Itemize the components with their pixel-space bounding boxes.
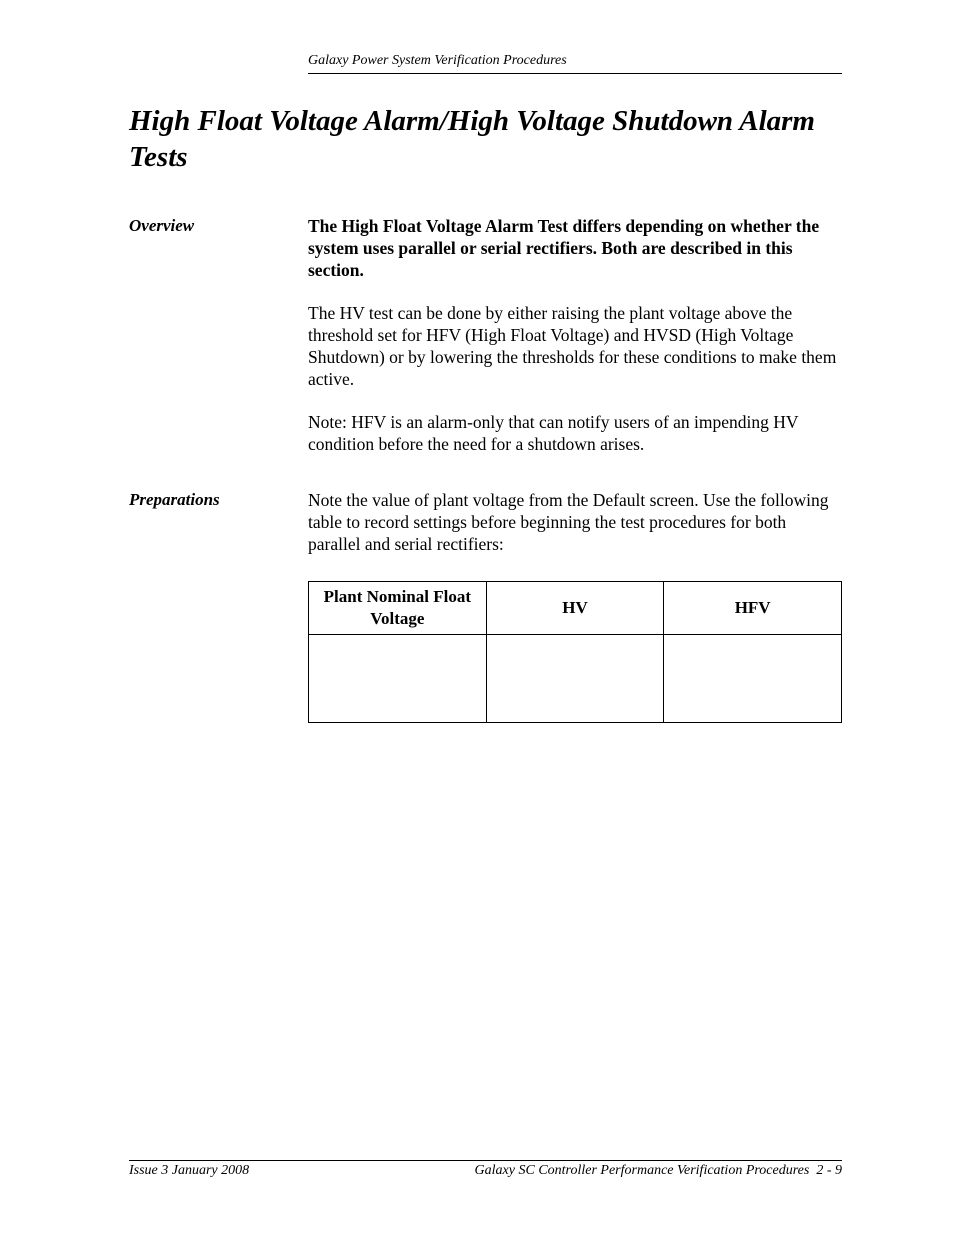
footer-rule — [129, 1160, 842, 1161]
cell-hfv — [664, 635, 842, 723]
preparations-paragraph: Note the value of plant voltage from the Default screen. Use the following table to record settings before beginning the test procedures for both parallel and serial rectifiers: — [308, 490, 829, 554]
overview-note: Note: HFV is an alarm-only that can notify users of an impending HV condition before the need for a shutdown arises. — [308, 412, 799, 454]
settings-table — [308, 581, 842, 723]
page-title: High Float Voltage Alarm/High Voltage Shutdown Alarm Tests — [129, 105, 815, 173]
overview-paragraph-1: The HV test can be done by either raising the plant voltage above the threshold set for HFV (High Float Voltage) and HVSD (High Voltage Shutdown) or by lowering the thresholds for these conditions to make them active. — [308, 303, 837, 389]
overview-label: Overview — [129, 216, 195, 235]
header-rule — [308, 73, 842, 74]
col-header-plant-nominal-float-voltage: Plant Nominal Float Voltage — [309, 582, 487, 635]
cell-plant-nominal-float-voltage — [309, 635, 487, 723]
table-header-row — [309, 582, 842, 635]
footer-doc-title: Galaxy SC Controller Performance Verification Procedures 2 - 9 — [474, 1163, 842, 1178]
running-header: Galaxy Power System Verification Procedures — [308, 53, 567, 68]
table-row — [309, 635, 842, 723]
col-header-hv: HV — [486, 582, 664, 635]
overview-intro: The High Float Voltage Alarm Test differs depending on whether the system uses parallel or serial rectifiers. Both are described in this section. — [308, 216, 820, 280]
cell-hv — [486, 635, 664, 723]
preparations-label: Preparations — [129, 490, 220, 509]
col-header-hfv: HFV — [664, 582, 842, 635]
footer-issue: Issue 3 January 2008 — [129, 1163, 250, 1178]
